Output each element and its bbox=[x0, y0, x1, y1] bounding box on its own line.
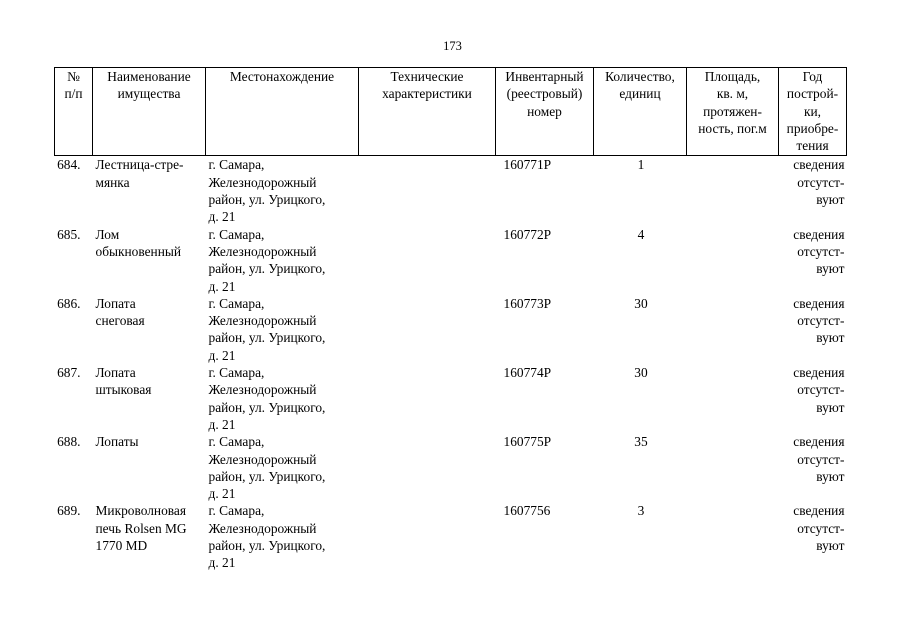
cell-year bbox=[779, 226, 847, 295]
cell-inventory bbox=[496, 295, 594, 364]
cell-line: вуют bbox=[816, 261, 845, 277]
cell-line: вуют bbox=[816, 330, 845, 346]
cell-line: вуют bbox=[816, 468, 845, 484]
cell-area bbox=[687, 364, 779, 433]
cell-line: д. 21 bbox=[208, 347, 236, 363]
cell-line: Инвентарный bbox=[505, 69, 584, 84]
header-year bbox=[779, 68, 847, 156]
property-table bbox=[54, 67, 847, 572]
cell-line: Лопата bbox=[95, 365, 136, 381]
cell-line: сведения bbox=[793, 157, 845, 173]
cell-num bbox=[55, 502, 93, 571]
header-quantity bbox=[594, 68, 687, 156]
header-location bbox=[206, 68, 359, 156]
cell-line: отсутст- bbox=[797, 313, 845, 329]
cell-line: сведения bbox=[793, 365, 845, 381]
cell-line: отсутст- bbox=[797, 451, 845, 467]
cell-line: характеристики bbox=[382, 86, 472, 102]
cell-line: г. Самара, bbox=[208, 365, 265, 381]
cell-line: 160772Р bbox=[503, 226, 552, 242]
cell-line: кв. м, bbox=[716, 86, 749, 102]
cell-line: д. 21 bbox=[208, 209, 236, 225]
cell-inventory bbox=[496, 364, 594, 433]
cell-line: имущества bbox=[117, 86, 181, 102]
cell-area bbox=[687, 502, 779, 571]
cell-name bbox=[93, 502, 206, 571]
cell-num bbox=[55, 156, 93, 226]
cell-line: ность, пог.м bbox=[698, 120, 767, 136]
header-tech bbox=[359, 68, 496, 156]
cell-year bbox=[779, 433, 847, 502]
table-body bbox=[55, 156, 847, 572]
cell-line: район, ул. Урицкого, bbox=[208, 261, 326, 277]
cell-line: 160771Р bbox=[503, 157, 552, 173]
cell-line: Лом bbox=[95, 226, 120, 242]
cell-area bbox=[687, 433, 779, 502]
cell-line: д. 21 bbox=[208, 486, 236, 502]
cell-line: вуют bbox=[816, 538, 845, 554]
cell-line: Лестница-стре- bbox=[95, 157, 184, 173]
cell-line: 30 bbox=[634, 365, 648, 381]
cell-line: ки, bbox=[803, 103, 822, 119]
cell-line: Площадь, bbox=[704, 69, 761, 84]
cell-name bbox=[93, 364, 206, 433]
cell-line: сведения bbox=[793, 434, 845, 450]
cell-tech bbox=[359, 295, 496, 364]
cell-year bbox=[779, 502, 847, 571]
cell-line: 686. bbox=[57, 295, 81, 311]
cell-area bbox=[687, 226, 779, 295]
cell-line: 160774Р bbox=[503, 365, 552, 381]
cell-line: г. Самара, bbox=[208, 295, 265, 311]
cell-line: 1 bbox=[637, 157, 645, 173]
cell-location bbox=[206, 364, 359, 433]
cell-location bbox=[206, 156, 359, 226]
cell-line: Технические bbox=[390, 69, 464, 84]
cell-num bbox=[55, 226, 93, 295]
cell-line: район, ул. Урицкого, bbox=[208, 538, 326, 554]
cell-line: мянка bbox=[95, 174, 130, 190]
header-area bbox=[687, 68, 779, 156]
header-inventory bbox=[496, 68, 594, 156]
cell-quantity bbox=[594, 226, 687, 295]
cell-inventory bbox=[496, 502, 594, 571]
cell-quantity bbox=[594, 364, 687, 433]
cell-line: Лопаты bbox=[95, 434, 139, 450]
cell-line: печь Rolsen MG bbox=[95, 520, 187, 536]
cell-line: 685. bbox=[57, 226, 81, 242]
cell-year bbox=[779, 295, 847, 364]
cell-line: тения bbox=[796, 138, 829, 154]
cell-year bbox=[779, 364, 847, 433]
cell-line: 689. bbox=[57, 503, 81, 519]
cell-line: Год bbox=[802, 69, 823, 84]
cell-area bbox=[687, 156, 779, 226]
cell-inventory bbox=[496, 226, 594, 295]
cell-line: 3 bbox=[637, 503, 645, 519]
cell-tech bbox=[359, 433, 496, 502]
cell-tech bbox=[359, 364, 496, 433]
cell-line: 688. bbox=[57, 434, 81, 450]
cell-line: г. Самара, bbox=[208, 434, 265, 450]
cell-line: Железнодорожный bbox=[208, 382, 317, 398]
table-row bbox=[55, 156, 847, 226]
cell-line: штыковая bbox=[95, 382, 152, 398]
cell-quantity bbox=[594, 156, 687, 226]
header-num bbox=[55, 68, 93, 156]
header-name bbox=[93, 68, 206, 156]
cell-line: г. Самара, bbox=[208, 503, 265, 519]
cell-line: снеговая bbox=[95, 313, 145, 329]
cell-location bbox=[206, 295, 359, 364]
cell-line: отсутст- bbox=[797, 174, 845, 190]
cell-quantity bbox=[594, 502, 687, 571]
cell-line: г. Самара, bbox=[208, 226, 265, 242]
cell-line: сведения bbox=[793, 295, 845, 311]
cell-line: вуют bbox=[816, 192, 845, 208]
cell-year bbox=[779, 156, 847, 226]
cell-name bbox=[93, 156, 206, 226]
cell-quantity bbox=[594, 295, 687, 364]
cell-location bbox=[206, 502, 359, 571]
cell-line: п/п bbox=[64, 86, 83, 102]
table-row bbox=[55, 295, 847, 364]
table-row bbox=[55, 364, 847, 433]
cell-line: Наименование bbox=[107, 69, 191, 84]
cell-line: Лопата bbox=[95, 295, 136, 311]
cell-line: отсутст- bbox=[797, 520, 845, 536]
cell-line: д. 21 bbox=[208, 416, 236, 432]
cell-line: построй- bbox=[786, 86, 839, 102]
header-row bbox=[55, 68, 847, 156]
cell-name bbox=[93, 295, 206, 364]
cell-area bbox=[687, 295, 779, 364]
cell-tech bbox=[359, 156, 496, 226]
table-row bbox=[55, 226, 847, 295]
cell-line: 4 bbox=[637, 226, 645, 242]
cell-num bbox=[55, 433, 93, 502]
table-row bbox=[55, 433, 847, 502]
cell-line: единиц bbox=[619, 86, 661, 102]
table-row bbox=[55, 502, 847, 571]
cell-line: 160775Р bbox=[503, 434, 552, 450]
cell-line: № bbox=[67, 69, 80, 84]
cell-line: отсутст- bbox=[797, 382, 845, 398]
cell-line: 684. bbox=[57, 157, 81, 173]
cell-name bbox=[93, 433, 206, 502]
cell-line: Железнодорожный bbox=[208, 520, 317, 536]
cell-line: район, ул. Урицкого, bbox=[208, 399, 326, 415]
cell-line: сведения bbox=[793, 226, 845, 242]
cell-inventory bbox=[496, 433, 594, 502]
cell-line: сведения bbox=[793, 503, 845, 519]
cell-line: 1607756 bbox=[503, 503, 551, 519]
cell-location bbox=[206, 226, 359, 295]
cell-inventory bbox=[496, 156, 594, 226]
cell-line: обыкновенный bbox=[95, 243, 182, 259]
cell-line: д. 21 bbox=[208, 278, 236, 294]
cell-line: район, ул. Урицкого, bbox=[208, 192, 326, 208]
cell-line: 1770 MD bbox=[95, 538, 148, 554]
cell-line: отсутст- bbox=[797, 243, 845, 259]
cell-line: Местонахождение bbox=[229, 69, 335, 84]
cell-line: район, ул. Урицкого, bbox=[208, 330, 326, 346]
cell-line: 35 bbox=[634, 434, 648, 450]
cell-line: (реестровый) bbox=[506, 86, 583, 102]
page-number: 173 bbox=[443, 39, 462, 53]
cell-line: Железнодорожный bbox=[208, 243, 317, 259]
cell-line: 687. bbox=[57, 365, 81, 381]
cell-line: Количество, bbox=[605, 69, 675, 84]
cell-line: 160773Р bbox=[503, 295, 552, 311]
cell-line: вуют bbox=[816, 399, 845, 415]
cell-line: 30 bbox=[634, 295, 648, 311]
cell-line: протяжен- bbox=[703, 103, 762, 119]
cell-tech bbox=[359, 502, 496, 571]
cell-name bbox=[93, 226, 206, 295]
cell-line: номер bbox=[527, 103, 562, 119]
cell-location bbox=[206, 433, 359, 502]
cell-line: Железнодорожный bbox=[208, 174, 317, 190]
cell-line: район, ул. Урицкого, bbox=[208, 468, 326, 484]
cell-line: Микроволновая bbox=[95, 503, 187, 519]
cell-line: Железнодорожный bbox=[208, 451, 317, 467]
cell-line: д. 21 bbox=[208, 555, 236, 571]
cell-quantity bbox=[594, 433, 687, 502]
cell-num bbox=[55, 364, 93, 433]
cell-tech bbox=[359, 226, 496, 295]
cell-line: г. Самара, bbox=[208, 157, 265, 173]
cell-line: Железнодорожный bbox=[208, 313, 317, 329]
cell-line: приобре- bbox=[786, 120, 839, 136]
cell-num bbox=[55, 295, 93, 364]
